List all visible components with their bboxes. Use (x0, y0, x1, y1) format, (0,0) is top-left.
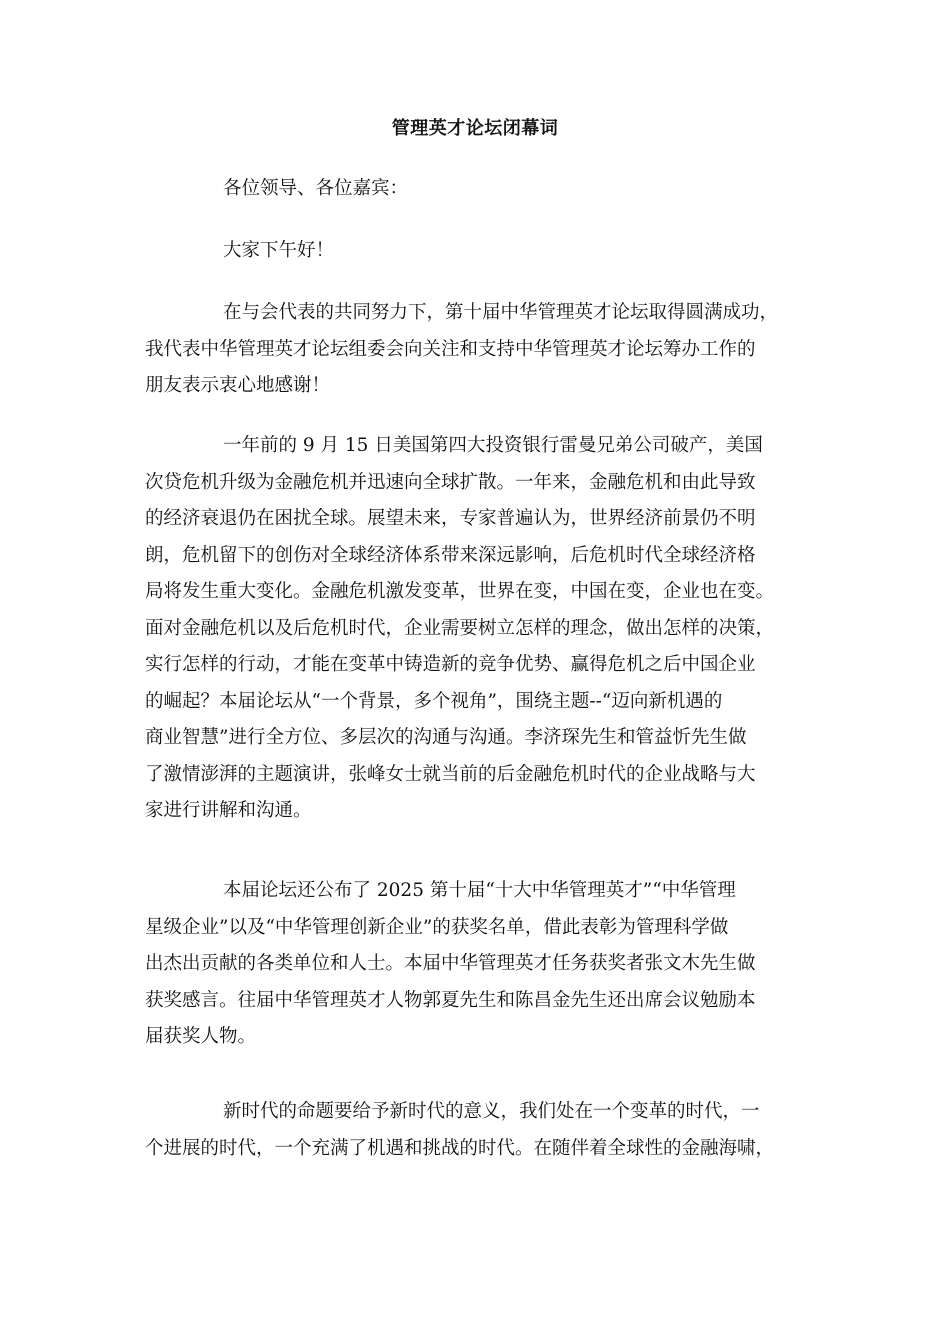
paragraph-line: 在与会代表的共同努力下，第十届中华管理英才论坛取得圆满成功， (223, 302, 779, 323)
paragraph-line: 个进展的时代，一个充满了机遇和挑战的时代。在随伴着全球性的金融海啸， (145, 1137, 775, 1159)
paragraph-line: 的经济衰退仍在困扰全球。展望未来，专家普遍认为，世界经济前景仍不明 (145, 508, 756, 529)
paragraph-background (145, 428, 815, 830)
greeting-line: 大家下午好！ (223, 240, 335, 261)
paragraph-line: 了激情澎湃的主题演讲，张峰女士就当前的后金融危机时代的企业战略与大 (145, 763, 756, 785)
paragraph-line: 一年前的 9 月 15 日美国第四大投资银行雷曼兄弟公司破产，美国 (223, 435, 763, 456)
greeting-paragraph (145, 233, 815, 270)
paragraph-line: 面对金融危机以及后危机时代，企业需要树立怎样的理念，做出怎样的决策， (145, 617, 775, 639)
paragraph-line: 我代表中华管理英才论坛组委会向关注和支持中华管理英才论坛筹办工作的 (145, 338, 756, 360)
paragraph-line: 朗，危机留下的创伤对全球经济体系带来深远影响，后危机时代全球经济格 (145, 544, 756, 566)
salutation-paragraph (145, 171, 815, 208)
paragraph-line: 实行怎样的行动，才能在变革中铸造新的竞争优势、赢得危机之后中国企业 (145, 654, 756, 675)
paragraph-line: 商业智慧”进行全方位、多层次的沟通与沟通。李济琛先生和管益忻先生做 (145, 727, 747, 748)
paragraph-line: 出杰出贡献的各类单位和人士。本届中华管理英才任务获奖者张文木先生做 (145, 953, 756, 974)
paragraph-line: 次贷危机升级为金融危机并迅速向全球扩散。一年来，金融危机和由此导致 (145, 471, 756, 493)
paragraph-line: 的崛起？本届论坛从“一个背景，多个视角”，围绕主题--“迈向新机遇的 (145, 690, 723, 712)
paragraph-line: 星级企业”以及“中华管理创新企业”的获奖名单，借此表彰为管理科学做 (145, 916, 729, 938)
salutation-line: 各位领导、各位嘉宾： (223, 178, 409, 199)
paragraph-awards (145, 873, 815, 1056)
paragraph-thanks (145, 295, 815, 405)
paragraph-line: 届获奖人物。 (145, 1026, 257, 1047)
document-title: 管理英才论坛闭幕词 (391, 118, 559, 139)
paragraph-line: 朋友表示衷心地感谢！ (145, 375, 331, 396)
paragraph-new-era (145, 1094, 815, 1167)
paragraph-line: 新时代的命题要给予新时代的意义，我们处在一个变革的时代，一 (223, 1101, 760, 1122)
paragraph-line: 本届论坛还公布了 2025 第十届“十大中华管理英才”“中华管理 (223, 880, 736, 901)
paragraph-line: 获奖感言。往届中华管理英才人物郭夏先生和陈昌金先生还出席会议勉励本 (145, 989, 756, 1011)
paragraph-line: 家进行讲解和沟通。 (145, 800, 312, 821)
paragraph-line: 局将发生重大变化。金融危机激发变革，世界在变，中国在变，企业也在变。 (145, 581, 775, 602)
